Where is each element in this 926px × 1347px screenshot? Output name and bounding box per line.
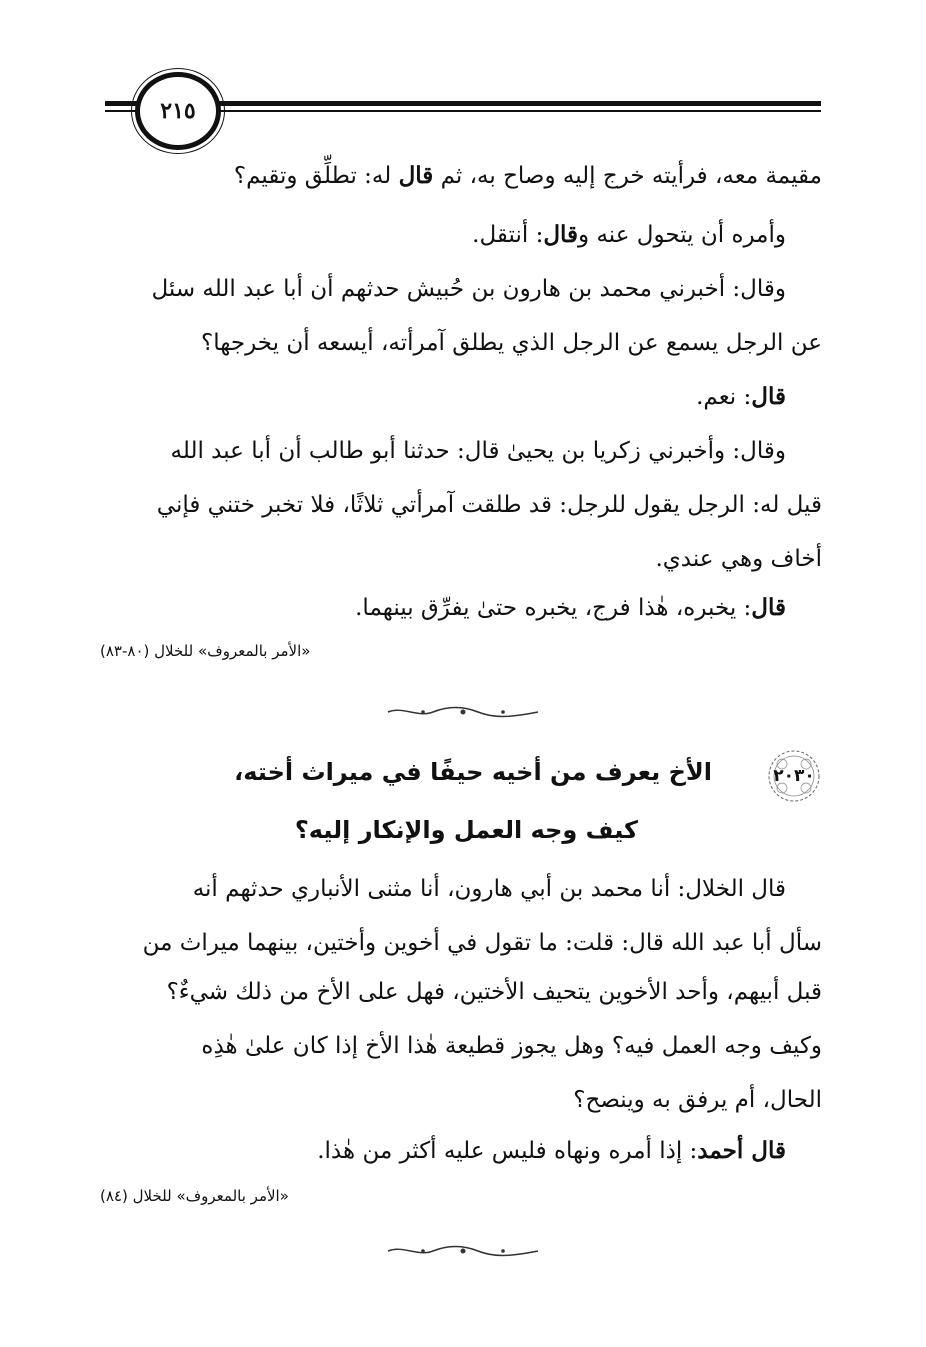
text-line: قال أحمد: إذا أمره ونهاه فليس عليه أكثر من هٰذا.	[317, 1137, 786, 1164]
source-reference: «الأمر بالمعروف» للخلال (٨٤)	[100, 1187, 289, 1205]
text-line: وقال: وأخبرني زكريا بن يحيىٰ قال: حدثنا أبو طالب أن أبا عبد الله	[170, 438, 786, 464]
section-number: ٢٠٣٠	[773, 766, 815, 786]
text-line: قبل أبيهم، وأحد الأخوين يتحيف الأختين، فهل على الأخ من ذلك شيءٌ؟	[166, 979, 822, 1005]
page-number: ٢١٥	[135, 72, 221, 150]
text-line: أخاف وهي عندي.	[655, 546, 822, 572]
ornament-icon	[383, 706, 543, 718]
text-line: وقال: أخبرني محمد بن هارون بن حُبيش حدثهم أن أبا عبد الله سئل	[151, 276, 786, 302]
text-line: قال: نعم.	[696, 383, 786, 410]
text-line: قال الخلال: أنا محمد بن أبي هارون، أنا مثنى الأنباري حدثهم أنه	[192, 876, 786, 902]
text-line: قال: يخبره، هٰذا فرج، يخبره حتىٰ يفرِّق بينهما.	[355, 594, 786, 621]
source-reference: «الأمر بالمعروف» للخلال (٨٠-٨٣)	[100, 642, 311, 660]
divider-ornament	[383, 706, 543, 718]
text-line: عن الرجل يسمع عن الرجل الذي يطلق آمرأته، أيسعه أن يخرجها؟	[201, 330, 822, 356]
section-title-line2: كيف وجه العمل والإنكار إليه؟	[294, 816, 638, 844]
text-line: سأل أبا عبد الله قال: قلت: ما تقول في أخوين وأختين، بينهما ميراث من	[142, 930, 822, 956]
text-line: مقيمة معه، فرأيته خرج إليه وصاح به، ثم قال له: تطلِّق وتقيم؟	[233, 162, 822, 189]
text-line: وأمره أن يتحول عنه وقال: أنتقل.	[472, 221, 786, 248]
section-number-badge	[766, 748, 822, 804]
text-line: قيل له: الرجل يقول للرجل: قد طلقت آمرأتي ثلاثًا، فلا تخبر ختني فإني	[156, 492, 822, 518]
divider-ornament	[383, 1245, 543, 1257]
section-title-line1: الأخ يعرف من أخيه حيفًا في ميراث أخته،	[234, 758, 712, 786]
text-line: وكيف وجه العمل فيه؟ وهل يجوز قطيعة هٰذا الأخ إذا كان علىٰ هٰذِه	[201, 1033, 822, 1059]
ornament-icon	[383, 1245, 543, 1257]
text-line: الحال، أم يرفق به وينصح؟	[573, 1087, 822, 1113]
